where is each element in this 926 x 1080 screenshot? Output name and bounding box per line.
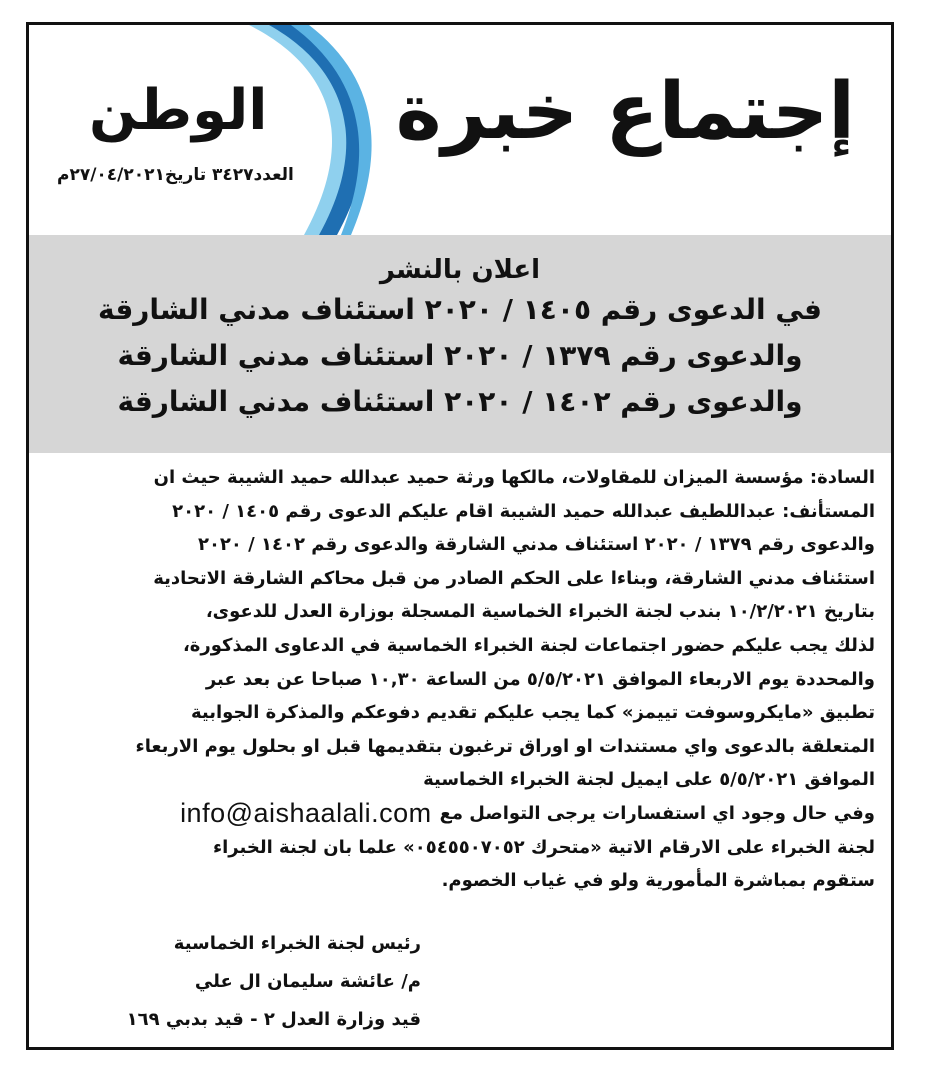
body-line: استئناف مدني الشارقة، وبناءا على الحكم الصادر من قبل محاكم الشارقة الاتحادية (153, 567, 875, 589)
body-line: ستقوم بمباشرة المأمورية ولو في غياب الخصوم. (441, 870, 875, 892)
body-line: تطبيق «مايكروسوفت تييمز» كما يجب عليكم تقديم دفوعكم والمذكرة الجوابية (190, 702, 875, 724)
ad-headline: إجتماع خبرة (395, 67, 855, 157)
body-line: المستأنف: عبداللطيف عبدالله حميد الشيبة اقام عليكم الدعوى رقم ١٤٠٥ / ٢٠٢٠ (172, 500, 875, 522)
signature-name: م/ عائشة سليمان ال علي (194, 971, 421, 992)
body-line: السادة: مؤسسة الميزان للمقاولات، مالكها ورثة حميد عبدالله حميد الشيبة حيث ان (153, 467, 875, 488)
body-line: الموافق ٥/٥/٢٠٢١ على ايميل لجنة الخبراء الخماسية (423, 769, 875, 791)
body-line: والدعوى رقم ١٣٧٩ / ٢٠٢٠ استئناف مدني الشارقة والدعوى رقم ١٤٠٢ / ٢٠٢٠ (197, 534, 875, 556)
body-line: بتاريخ ١٠/٢/٢٠٢١ بندب لجنة الخبراء الخماسية المسجلة بوزارة العدل للدعوى، (205, 601, 875, 623)
notice-banner (29, 235, 891, 453)
email-row (45, 797, 875, 831)
banner-case-line: والدعوى رقم ١٤٠٢ / ٢٠٢٠ استئناف مدني الشارقة (117, 385, 803, 418)
body-line: لجنة الخبراء على الارقام الاتية «متحرك ٠٥٤٥٥٠٧٠٥٢» علما بان لجنة الخبراء (212, 836, 875, 858)
signature-block (127, 925, 421, 1039)
contact-email: info@aishaalali.com (180, 797, 432, 828)
banner-case-line: في الدعوى رقم ١٤٠٥ / ٢٠٢٠ استئناف مدني الشارقة (97, 293, 822, 326)
email-prefix: وفي حال وجود اي استفسارات يرجى التواصل مع (439, 802, 875, 824)
newspaper-logo: الوطن (89, 78, 268, 143)
notice-body (45, 461, 875, 898)
signature-registration: قيد وزارة العدل ٢ - قيد بدبي ١٦٩ (126, 1009, 421, 1030)
signature-title: رئيس لجنة الخبراء الخماسية (173, 933, 421, 954)
body-line: لذلك يجب عليكم حضور اجتماعات لجنة الخبراء الخماسية في الدعاوى المذكورة، (182, 634, 875, 656)
issue-info: العدد٣٤٢٧ تاريخ٢٧/٠٤/٢٠٢١م (57, 165, 294, 185)
body-line: المتعلقة بالدعوى واي مستندات او اوراق ترغبون بتقديمها قبل او بحلول يوم الاربعاء (135, 735, 875, 757)
ad-header (29, 25, 891, 235)
body-line: والمحددة يوم الاربعاء الموافق ٥/٥/٢٠٢١ من الساعة ١٠,٣٠ صباحا عن بعد عبر (205, 668, 875, 690)
banner-title: اعلان بالنشر (379, 255, 541, 285)
advertisement-frame (26, 22, 894, 1050)
banner-case-line: والدعوى رقم ١٣٧٩ / ٢٠٢٠ استئناف مدني الشارقة (117, 339, 803, 372)
